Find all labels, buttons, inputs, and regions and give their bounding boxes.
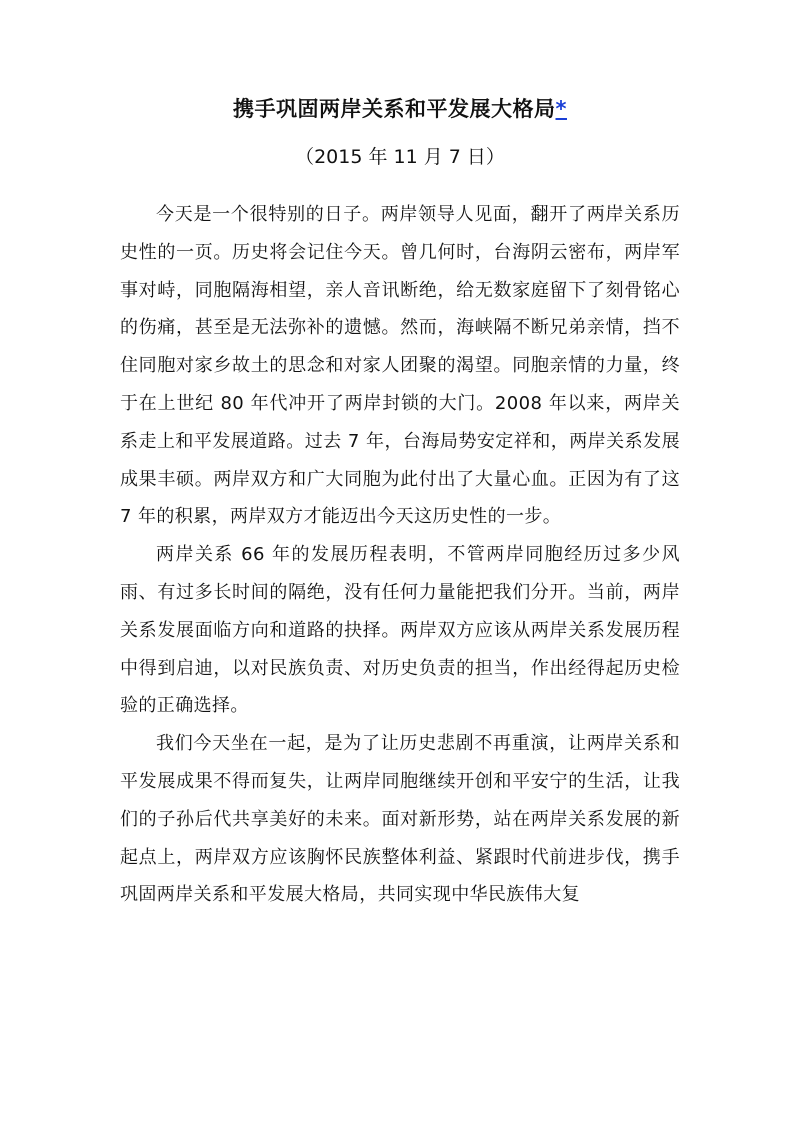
paragraph-2: 两岸关系 66 年的发展历程表明，不管两岸同胞经历过多少风雨、有过多长时间的隔绝，没有任何力量能把我们分开。当前，两岸关系发展面临方向和道路的抉择。两岸双方应该从两岸关系发展历程中得到启迪，以对民族负责、对历史负责的担当，作出经得起历史检验的正确选择。 — [120, 544, 680, 717]
paragraph-1: 今天是一个很特别的日子。两岸领导人见面，翻开了两岸关系历史性的一页。历史将会记住今天。曾几何时，台海阴云密布，两岸军事对峙，同胞隔海相望，亲人音讯断绝，给无数家庭留下了刻骨铭心的伤痛，甚至是无法弥补的遗憾。然而，海峡隔不断兄弟亲情，挡不住同胞对家乡故土的思念和对家人团聚的渴望。同胞亲情的力量，终于在上世纪 80 年代冲开了两岸封锁的大门。2008 年以来，两岸关系走上和平发展道路。过去 7 年，台海局势安定祥和，两岸关系发展成果丰硕。两岸双方和广大同胞为此付出了大量心血。正因为有了这 7 年的积累，两岸双方才能迈出今天这历史性的一步。 — [120, 204, 680, 528]
document-title — [0, 93, 800, 125]
title-text: 携手巩固两岸关系和平发展大格局 — [233, 97, 556, 121]
paragraph-3: 我们今天坐在一起，是为了让历史悲剧不再重演，让两岸关系和平发展成果不得而复失，让两岸同胞继续开创和平安宁的生活，让我们的子孙后代共享美好的未来。面对新形势，站在两岸关系发展的新起点上，两岸双方应该胸怀民族整体利益、紧跟时代前进步伐，携手巩固两岸关系和平发展大格局，共同实现中华民族伟大复 — [120, 733, 680, 906]
document-body — [120, 196, 680, 914]
document-date: （2015 年 11 月 7 日） — [295, 146, 505, 168]
title-footnote-link[interactable]: * — [555, 97, 567, 121]
